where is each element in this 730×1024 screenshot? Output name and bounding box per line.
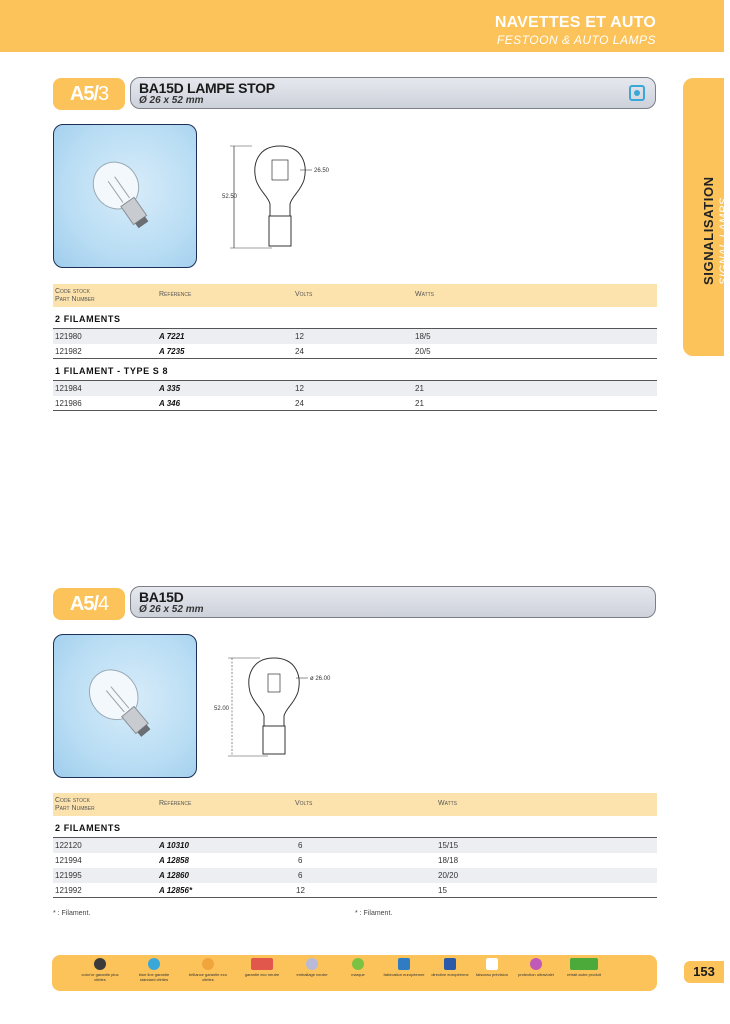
brand-icon [352,958,364,970]
eu-directive-icon [444,958,456,970]
packaging-icon [306,958,318,970]
col-watts: Watts [415,291,435,298]
side-tab-sub: SIGNAL LAMPS [718,197,730,285]
product-photo [53,124,197,268]
col-code: Code stock Part Number [55,797,95,812]
legend-item: directive européenne [428,958,472,977]
footnote-right: * : Filament. [355,910,393,917]
col-watts: Watts [438,800,458,807]
color-or-icon [94,958,106,970]
col-volts: Volts [295,291,313,298]
blue-line-icon [148,958,160,970]
eu-fabrication-icon [398,958,410,970]
legend-item: brillance garantie eco citrites [186,958,230,982]
legend-item: retrait autre produit [562,958,606,977]
legend-item: color'or garantie plus citrites [78,958,122,982]
eco-icon [251,958,273,970]
section-badge [53,588,125,620]
legend-item: fabrication européenne [382,958,426,977]
product-title: BA15D [139,589,184,605]
section-badge [53,78,125,110]
badge-letters: A5/ [69,83,98,105]
uv-protection-icon [530,958,542,970]
height-dimension: 52.00 [214,706,230,712]
blue-line-icon [629,85,645,101]
page-header [0,0,724,52]
col-reference: Référence [159,800,192,807]
col-reference: Référence [159,291,192,298]
product-table [53,793,657,898]
legend-bar [52,955,657,991]
product-title-bar [130,586,656,618]
product-photo [53,634,197,778]
bulb-photo-icon [54,125,198,269]
product-dimensions: Ø 26 x 52 mm [139,95,204,106]
recycle-icon [570,958,598,970]
product-title: BA15D LAMPE STOP [139,80,275,96]
group-label: 1 FILAMENT - TYPE S 8 [55,366,169,376]
height-dimension: 52.50 [222,194,238,200]
legend-item: protection ultraviolet [514,958,558,977]
table-row: 121986 A 346 24 21 [53,396,657,411]
col-volts: Volts [295,800,313,807]
dimension-diagram [212,652,352,764]
legend-item: marque [336,958,380,977]
table-row: 122120 A 10310 6 15/15 [53,838,657,853]
brillance-icon [202,958,214,970]
bulb-photo-icon [54,635,198,779]
col-code: Code stock Part Number [55,288,95,303]
table-row: 121984 A 335 12 21 [53,381,657,396]
side-tab-main: SIGNALISATION [701,176,716,285]
table-row: 121982 A 7235 24 20/5 [53,344,657,359]
header-title: NAVETTES ET AUTO [494,14,656,31]
product-title-bar [130,77,656,109]
product-dimensions: Ø 26 x 52 mm [139,604,204,615]
table-row: 121994 A 12858 6 18/18 [55,856,459,865]
badge-number: 4 [98,593,109,615]
beam-icon [486,958,498,970]
footnote-left: * : Filament. [53,910,91,917]
dimension-diagram [222,130,352,252]
legend-item: blue line garantie standard citrites [132,958,176,982]
legend-item: emballage neutre [290,958,334,977]
group-header [53,359,657,381]
table-row: 121992 A 12856* 12 15 [53,883,657,898]
header-subtitle: FESTOON & AUTO LAMPS [496,33,656,47]
table-header [53,793,657,816]
side-tab-text [700,176,730,285]
badge-letters: A5/ [69,593,98,615]
group-label: 2 FILAMENTS [55,314,121,324]
width-dimension: 26.50 [314,168,330,174]
group-label: 2 FILAMENTS [55,823,121,833]
legend-item: garantie eco neutre [240,958,284,977]
width-dimension: ø 26.00 [310,676,331,682]
table-row: 121995 A 12860 6 20/20 [53,868,657,883]
group-header [53,307,657,329]
table-row: 121980 A 7221 12 18/5 [53,329,657,344]
badge-number: 3 [98,83,109,105]
group-header [53,816,657,838]
page-number: 153 [684,961,724,983]
table-header [53,284,657,307]
legend-item: faisceau prévision [470,958,514,977]
product-table [53,284,657,411]
